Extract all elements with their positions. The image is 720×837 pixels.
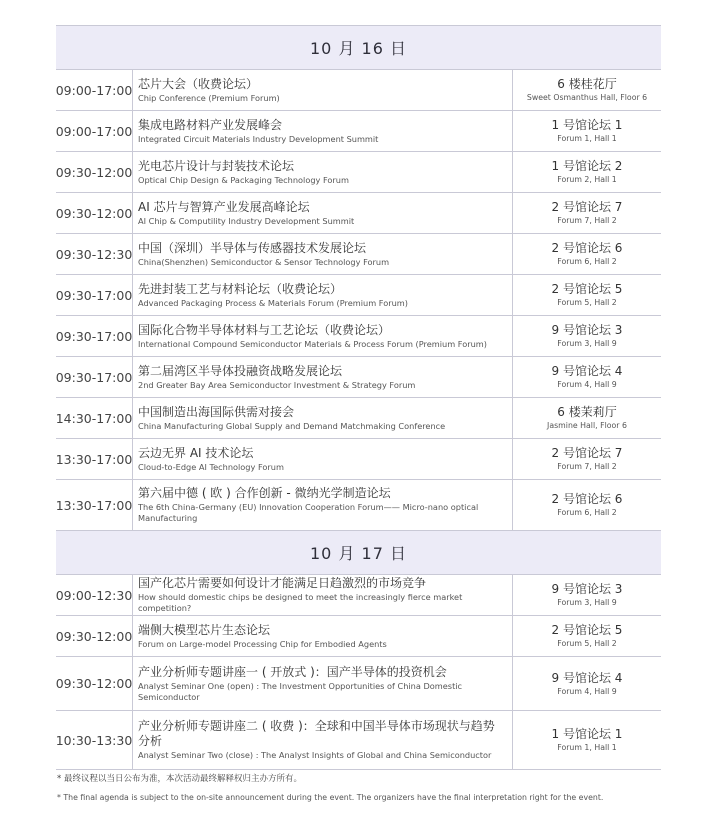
session-venue-en: Forum 4, Hall 9 xyxy=(557,380,617,389)
session-venue-en: Forum 5, Hall 2 xyxy=(557,298,617,307)
session-title-cn: 中国（深圳）半导体与传感器技术发展论坛 xyxy=(138,240,367,255)
session-title-cn: 国产化芯片需要如何设计才能满足日趋激烈的市场竞争 xyxy=(138,576,427,590)
session-venue-cn: 2 号馆论坛 6 xyxy=(551,241,623,255)
session-venue-en: Jasmine Hall, Floor 6 xyxy=(547,421,627,430)
session-time: 09:00-17:00 xyxy=(56,70,133,110)
session-time: 09:30-12:00 xyxy=(56,657,133,710)
session-title-cn: 芯片大会（收费论坛） xyxy=(138,76,259,91)
session-venue-cn: 9 号馆论坛 3 xyxy=(551,582,623,596)
session-time: 09:00-17:00 xyxy=(56,111,133,151)
footnotes xyxy=(57,773,667,804)
session-venue-en: Forum 6, Hall 2 xyxy=(557,257,617,266)
session-venue-en: Sweet Osmanthus Hall, Floor 6 xyxy=(526,93,648,102)
session-venue-cn: 9 号馆论坛 4 xyxy=(551,364,623,378)
session-venue-en: Forum 3, Hall 9 xyxy=(557,598,617,607)
session-row xyxy=(56,111,661,152)
session-title-cn: 先进封装工艺与材料论坛（收费论坛） xyxy=(138,281,343,296)
session-title-en: China(Shenzhen) Semiconductor & Sensor Technology Forum xyxy=(138,256,390,267)
session-time: 09:30-12:00 xyxy=(56,193,133,233)
session-row xyxy=(56,575,661,616)
session-title-en: Analyst Seminar One (open) : The Investment Opportunities of China Domestic Semiconductor xyxy=(138,680,463,702)
session-title-en: How should domestic chips be designed to meet the increasingly fierce market competition? xyxy=(138,592,463,613)
session-time: 09:30-17:00 xyxy=(56,316,133,356)
session-title-en: The 6th China-Germany (EU) Innovation Cooperation Forum—— Micro-nano optical Manufacturing xyxy=(138,502,479,523)
session-venue-cn: 2 号馆论坛 5 xyxy=(551,282,623,296)
session-title-en: China Manufacturing Global Supply and Demand Matchmaking Conference xyxy=(138,420,446,431)
session-venue-cn: 1 号馆论坛 1 xyxy=(551,118,623,132)
session-venue-en: Forum 5, Hall 2 xyxy=(557,639,617,648)
session-title-en: 2nd Greater Bay Area Semiconductor Investment & Strategy Forum xyxy=(138,379,416,390)
session-time: 09:30-17:00 xyxy=(56,275,133,315)
session-venue-en: Forum 3, Hall 9 xyxy=(557,339,617,348)
session-title-cn: 第六届中德 ( 欧 ) 合作创新 - 微纳光学制造论坛 xyxy=(138,486,391,500)
footnote-cn: * 最终议程以当日公布为准，本次活动最终解释权归主办方所有。 xyxy=(57,774,302,784)
session-time: 13:30-17:00 xyxy=(56,439,133,479)
session-title-en: Forum on Large-model Processing Chip for Embodied Agents xyxy=(138,638,387,649)
agenda-table xyxy=(56,25,661,770)
session-title-en: Chip Conference (Premium Forum) xyxy=(138,92,280,103)
session-venue-cn: 1 号馆论坛 1 xyxy=(551,727,623,741)
session-time: 09:30-12:00 xyxy=(56,616,133,656)
session-title-en: Integrated Circuit Materials Industry Development Summit xyxy=(138,133,379,144)
session-venue-en: Forum 1, Hall 1 xyxy=(557,743,617,752)
session-title-cn: 中国制造出海国际供需对接会 xyxy=(138,404,295,419)
session-row xyxy=(56,316,661,357)
session-title-cn: 第二届湾区半导体投融资战略发展论坛 xyxy=(138,363,343,378)
session-venue-cn: 6 楼茉莉厅 xyxy=(557,405,617,419)
session-row xyxy=(56,275,661,316)
session-title-cn: 国际化合物半导体材料与工艺论坛（收费论坛） xyxy=(138,322,391,337)
session-title-cn: 产业分析师专题讲座二 ( 收费 )：全球和中国半导体市场现状与趋势分析 xyxy=(138,719,495,748)
session-row xyxy=(56,439,661,480)
session-title-cn: 云边无界 AI 技术论坛 xyxy=(138,445,254,460)
session-venue-en: Forum 6, Hall 2 xyxy=(557,508,617,517)
session-venue-en: Forum 7, Hall 2 xyxy=(557,462,617,471)
session-venue-en: Forum 2, Hall 1 xyxy=(557,175,617,184)
session-time: 14:30-17:00 xyxy=(56,398,133,438)
session-venue-cn: 9 号馆论坛 3 xyxy=(551,323,623,337)
day-date: 10 月 17 日 xyxy=(310,544,407,563)
session-venue-cn: 2 号馆论坛 5 xyxy=(551,623,623,637)
session-row xyxy=(56,480,661,531)
session-venue-cn: 6 楼桂花厅 xyxy=(557,77,617,91)
session-row xyxy=(56,152,661,193)
session-row xyxy=(56,398,661,439)
session-row xyxy=(56,711,661,770)
session-venue-en: Forum 1, Hall 1 xyxy=(557,134,617,143)
session-row xyxy=(56,357,661,398)
session-title-en: International Compound Semiconductor Materials & Process Forum (Premium Forum) xyxy=(138,338,487,349)
session-title-cn: AI 芯片与智算产业发展高峰论坛 xyxy=(138,199,310,214)
day-header xyxy=(56,531,661,575)
session-venue-en: Forum 7, Hall 2 xyxy=(557,216,617,225)
session-title-en: AI Chip & Computility Industry Development Summit xyxy=(138,215,355,226)
session-title-en: Advanced Packaging Process & Materials Forum (Premium Forum) xyxy=(138,297,408,308)
session-venue-cn: 2 号馆论坛 7 xyxy=(551,446,623,460)
session-time: 09:30-17:00 xyxy=(56,357,133,397)
session-title-cn: 光电芯片设计与封装技术论坛 xyxy=(138,158,295,173)
session-title-en: Optical Chip Design & Packaging Technology Forum xyxy=(138,174,349,185)
session-row xyxy=(56,193,661,234)
session-venue-en: Forum 4, Hall 9 xyxy=(557,686,617,696)
session-time: 09:30-12:00 xyxy=(56,152,133,192)
session-time: 13:30-17:00 xyxy=(56,480,133,530)
footnote-en: * The final agenda is subject to the on-site announcement during the event. The organizers have the final interpretation right for the event. xyxy=(57,793,604,802)
session-venue-cn: 2 号馆论坛 6 xyxy=(551,492,623,506)
session-title-cn: 产业分析师专题讲座一 ( 开放式 )：国产半导体的投资机会 xyxy=(138,664,447,679)
session-row xyxy=(56,657,661,711)
session-row xyxy=(56,70,661,111)
session-row xyxy=(56,616,661,657)
session-title-en: Analyst Seminar Two (close) : The Analyst Insights of Global and China Semiconductor xyxy=(138,750,492,760)
session-time: 10:30-13:30 xyxy=(56,711,133,769)
day-header xyxy=(56,26,661,70)
session-time: 09:00-12:30 xyxy=(56,575,133,615)
session-venue-cn: 2 号馆论坛 7 xyxy=(551,200,623,214)
session-venue-cn: 9 号馆论坛 4 xyxy=(551,670,623,685)
day-date: 10 月 16 日 xyxy=(310,39,407,58)
session-title-en: Cloud-to-Edge AI Technology Forum xyxy=(138,461,284,472)
session-venue-cn: 1 号馆论坛 2 xyxy=(551,159,623,173)
session-title-cn: 集成电路材料产业发展峰会 xyxy=(138,117,283,132)
session-time: 09:30-12:30 xyxy=(56,234,133,274)
session-title-cn: 端侧大模型芯片生态论坛 xyxy=(138,622,271,637)
session-row xyxy=(56,234,661,275)
